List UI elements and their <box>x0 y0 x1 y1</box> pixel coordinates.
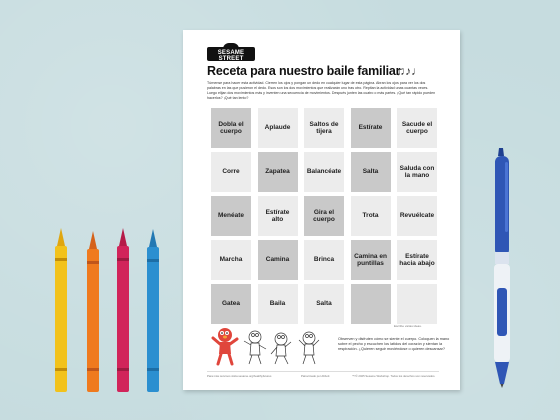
grid-cell: Gatea <box>211 284 251 324</box>
worksheet-footer <box>207 371 439 380</box>
grid-cell: Camina en puntillas <box>351 240 391 280</box>
footer-right: ™/© 2025 Sesame Workshop. Todos los derechos son reservados. <box>352 373 436 378</box>
worksheet-title: Receta para nuestro baile familiar <box>207 64 401 78</box>
grid-cell: Marcha <box>211 240 251 280</box>
grid-cell: Corre <box>211 152 251 192</box>
grid-cell: Baila <box>258 284 298 324</box>
footer-left: Para más recursos visita sesame.org/healthyfutures <box>207 373 272 378</box>
grid-cell: Trota <box>351 196 391 236</box>
grid-cell: Dobla el cuerpo <box>211 108 251 148</box>
movement-grid <box>211 108 438 324</box>
grid-cell: Salta <box>304 284 344 324</box>
closing-text: Observen y disfruten cómo se siente el cuerpo. Coloquen la mano sobre el pecho y escuchen los latidos del corazón y sientan la respiración. ¿Quieren seguir moviéndose o quieren descansar? <box>338 337 450 351</box>
blue-pen <box>485 148 519 388</box>
grid-cell: Zapatea <box>258 152 298 192</box>
logo-arch <box>223 43 239 49</box>
grid-cell: Estírate alto <box>258 196 298 236</box>
grid-cell: Saltos de tijera <box>304 108 344 148</box>
grid-cell: Camina <box>258 240 298 280</box>
grid-cell: Saluda con la mano <box>397 152 437 192</box>
outline-figure-2 <box>271 333 291 364</box>
outline-figure-3 <box>299 332 319 364</box>
grid-cell: Revuélcate <box>397 196 437 236</box>
red-crayon <box>114 228 132 392</box>
grid-cell: Brinca <box>304 240 344 280</box>
worksheet-page <box>183 30 460 390</box>
grid-note: Escribe varias ideas. <box>394 324 422 328</box>
orange-crayon <box>84 231 102 392</box>
yellow-crayon <box>52 228 70 392</box>
footer-center: Patrocinado por Abbott <box>301 373 330 378</box>
elmo-figure <box>213 328 237 364</box>
grid-cell: Estírate hacia abajo <box>397 240 437 280</box>
grid-cell: Balancéate <box>304 152 344 192</box>
grid-cell: Gira el cuerpo <box>304 196 344 236</box>
character-figures <box>211 327 329 367</box>
instructions-text: Túrnense para hacer esta actividad. Cierren los ojos y pongan un dedo en cualquier lugar de esta página. Abran los ojos para ver los dos palabras en las que pusieron el dedo. Esos son los dos movimientos que realizarán uno tras otro. Repitan la actividad unas cuantas veces. Luego elijan dos movimientos más y inventen una secuencia de movimientos. Después junten las cuatro o más partes. ¡Qué tan rápido pueden hacerlos? ¡Qué tan lento? <box>207 81 436 100</box>
grid-cell: Sacude el cuerpo <box>397 108 437 148</box>
logo-text: SESAME STREET <box>217 50 245 62</box>
grid-cell: Menéate <box>211 196 251 236</box>
grid-cell: Aplaude <box>258 108 298 148</box>
grid-cell: Estírate <box>351 108 391 148</box>
grid-cell <box>351 284 391 324</box>
music-notes-icon: ♫♪♩ <box>396 64 423 78</box>
grid-cell: Salta <box>351 152 391 192</box>
outline-figure-1 <box>244 331 266 364</box>
grid-cell <box>397 284 437 324</box>
sesame-street-logo <box>207 47 255 61</box>
blue-crayon <box>144 229 162 392</box>
